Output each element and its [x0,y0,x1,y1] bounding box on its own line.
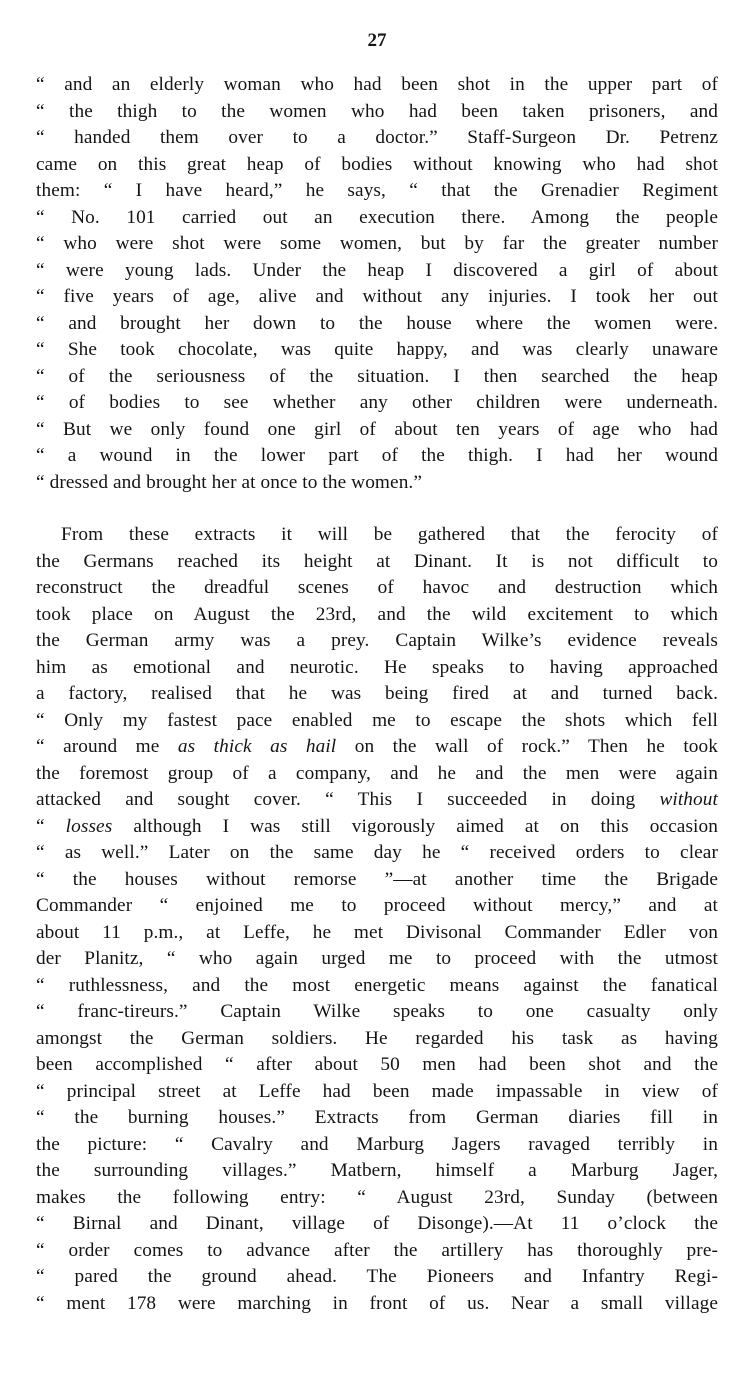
text-line: Commander “ enjoined me to proceed without mercy,” and at [36,895,718,916]
italic-phrase: losses [65,815,113,837]
text-line: “ the houses without remorse ”—at another time the Brigade [36,868,718,890]
text-line: reconstruct the dreadful scenes of havoc and destruction which [36,577,718,598]
text-line: “ a wound in the lower part of the thigh. I had her wound [36,445,718,466]
text-line [36,734,718,761]
text-segment: attacked and sought cover. “ This I succeeded in doing [36,789,660,810]
text-line: “ who were shot were some women, but by far the greater number [36,233,718,254]
text-line: amongst the German soldiers. He regarded his task as having [36,1027,718,1049]
text-segment: “ around me [36,736,178,757]
text-line: the picture: “ Cavalry and Marburg Jagers ravaged terribly in [36,1133,718,1155]
text-line: the surrounding villages.” Matbern, himself a Marburg Jager, [36,1160,718,1181]
text-line [36,814,718,841]
text-line: “ She took chocolate, was quite happy, and was clearly unaware [36,339,718,360]
text-line: “ the thigh to the women who had been taken prisoners, and [36,100,718,122]
text-line: “ franc-tireurs.” Captain Wilke speaks to one casualty only [36,1001,718,1022]
text-line: “ of bodies to see whether any other children were underneath. [36,392,718,413]
text-line: “ and an elderly woman who had been shot in the upper part of [36,74,718,95]
text-line: “ Birnal and Dinant, village of Disonge).—At 11 o’clock the [36,1213,718,1234]
text-line: “ dressed and brought her at once to the women.” [36,471,423,493]
text-line: them: “ I have heard,” he says, “ that the Grenadier Regiment [36,180,718,201]
text-line: the Germans reached its height at Dinant. It is not difficult to [36,550,718,572]
text-line: about 11 p.m., at Leffe, he met Divisonal Commander Edler von [36,921,718,943]
text-line: a factory, realised that he was being fired at and turned back. [36,683,718,704]
text-line: makes the following entry: “ August 23rd, Sunday (between [36,1186,718,1208]
text-line: been accomplished “ after about 50 men had been shot and the [36,1054,718,1075]
text-line: “ No. 101 carried out an execution there. Among the people [36,206,718,228]
text-line: came on this great heap of bodies without knowing who had shot [36,153,718,175]
text-line: the foremost group of a company, and he and the men were again [36,762,718,784]
text-line: the German army was a prey. Captain Wilke’s evidence reveals [36,630,718,651]
text-line [36,787,718,814]
text-segment: although I was still vigorously aimed at on this occasion [112,815,718,837]
text-line: “ order comes to advance after the artillery has thoroughly pre- [36,1239,718,1261]
text-line: “ and brought her down to the house where the women were. [36,312,718,334]
italic-phrase: without [659,789,718,810]
paragraph-quote-petrenz [36,72,718,496]
text-line: “ principal street at Leffe had been made impassable in view of [36,1080,718,1102]
paragraph-dinant-ferocity [36,522,718,1317]
text-line: “ ment 178 were marching in front of us. Near a small village [36,1292,718,1314]
text-line: “ pared the ground ahead. The Pioneers and Infantry Regi- [36,1266,718,1287]
text-line: “ of the seriousness of the situation. I then searched the heap [36,365,718,387]
text-line: der Planitz, “ who again urged me to proceed with the utmost [36,948,718,969]
text-line: “ handed them over to a doctor.” Staff-Surgeon Dr. Petrenz [36,127,718,148]
text-line: “ the burning houses.” Extracts from German diaries fill in [36,1107,718,1128]
text-line: him as emotional and neurotic. He speaks to having approached [36,656,718,678]
paragraph-gap [36,496,718,522]
text-segment: on the wall of rock.” Then he took [336,736,718,757]
italic-phrase: as thick as hail [177,736,337,757]
text-line: “ ruthlessness, and the most energetic means against the fanatical [36,974,718,996]
text-line: “ as well.” Later on the same day he “ received orders to clear [36,842,718,863]
text-segment: “ [36,815,66,837]
text-line: “ were young lads. Under the heap I discovered a girl of about [36,259,718,281]
text-line: took place on August the 23rd, and the wild excitement to which [36,603,718,625]
text-line: “ five years of age, alive and without any injuries. I took her out [36,286,718,307]
text-line: From these extracts it will be gathered that the ferocity of [61,524,718,545]
text-line: “ But we only found one girl of about ten years of age who had [36,418,718,440]
text-line: “ Only my fastest pace enabled me to escape the shots which fell [36,709,718,731]
page-number: 27 [367,30,387,51]
